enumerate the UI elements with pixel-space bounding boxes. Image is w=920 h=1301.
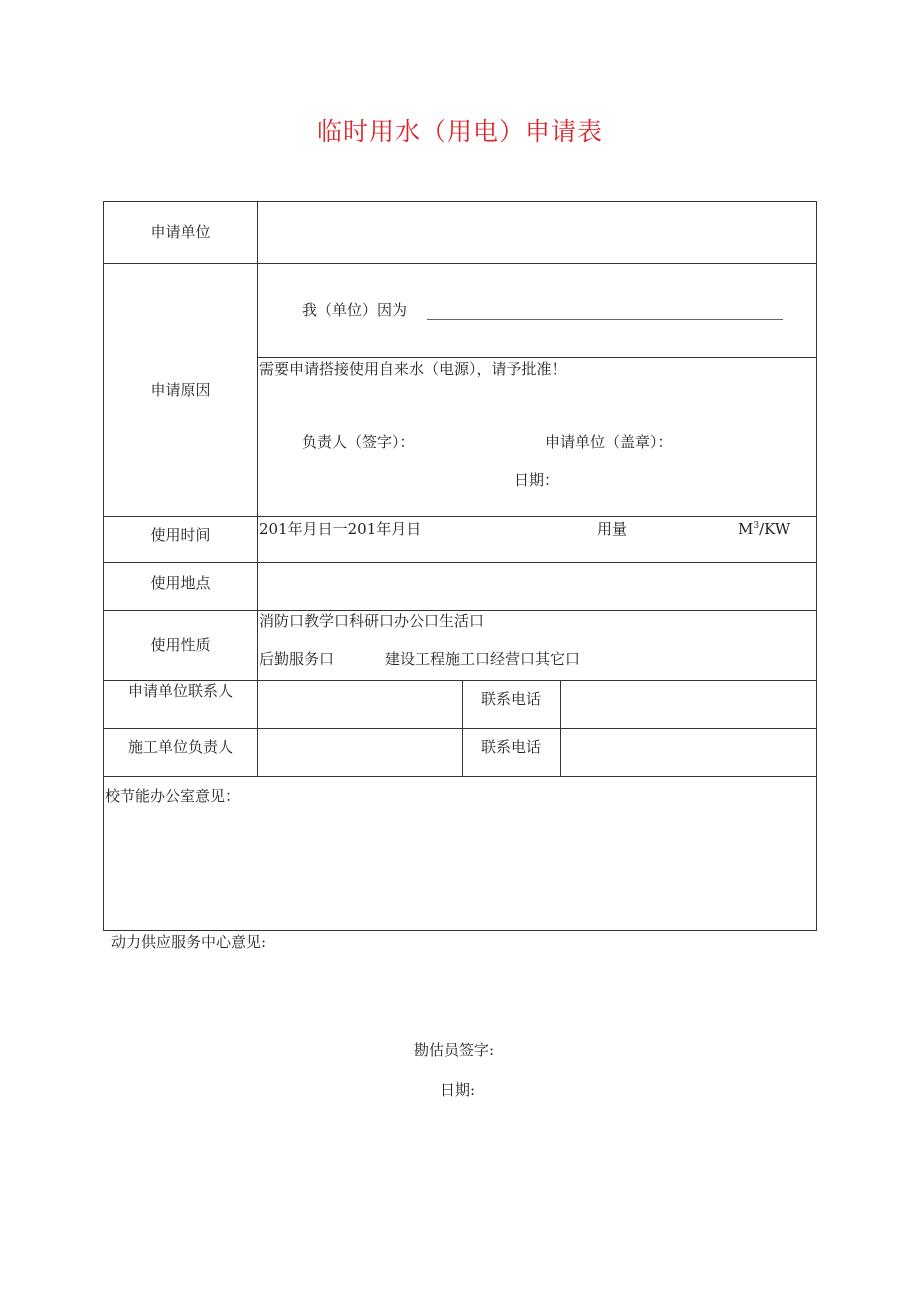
usage-nature-options-line2[interactable]: 建设工程施工口经营口其它口 [385,650,581,668]
reason-line2: 需要申请搭接使用自来水（电源），请予批准！ [259,360,567,378]
energy-office-opinion-label: 校节能办公室意见： [105,787,241,805]
reason-label: 申请原因 [150,381,211,399]
unit-contact-label: 申请单位联系人 [127,682,233,700]
application-form [103,201,817,931]
usage-amount-label: 用量 [597,520,628,538]
applicant-unit-label: 申请单位 [150,223,211,241]
unit-seal-label: 申请单位（盖章）： [545,433,673,451]
responsible-signature-label: 负责人（签字）： [302,433,415,451]
surveyor-signature-label: 勘估员签字: [414,1041,495,1059]
usage-amount-unit: $M^3/KW$ [738,520,791,538]
unit-contact-phone-label: 联系电话 [480,690,541,708]
usage-location-label: 使用地点 [150,574,211,592]
page-title: 临时用水（用电）申请表 [316,117,603,146]
usage-nature-label: 使用性质 [150,636,211,654]
reason-blank-underline[interactable] [427,319,783,320]
reason-date-label: 日期： [514,471,560,489]
power-center-opinion-label: 动力供应服务中心意见: [111,933,267,951]
footer-date-label: 日期: [440,1081,476,1099]
usage-nature-options-line1[interactable]: 消防口教学口科研口办公口生活口 [259,612,485,630]
usage-time-value[interactable]: 201年月日一201年月日 [259,520,422,538]
construction-head-phone-label: 联系电话 [480,738,541,756]
reason-line1: 我（单位）因为 [302,301,408,319]
usage-time-label: 使用时间 [150,526,211,544]
usage-nature-option-logistics[interactable]: 后勤服务口 [259,650,335,668]
construction-head-label: 施工单位负责人 [127,738,233,756]
